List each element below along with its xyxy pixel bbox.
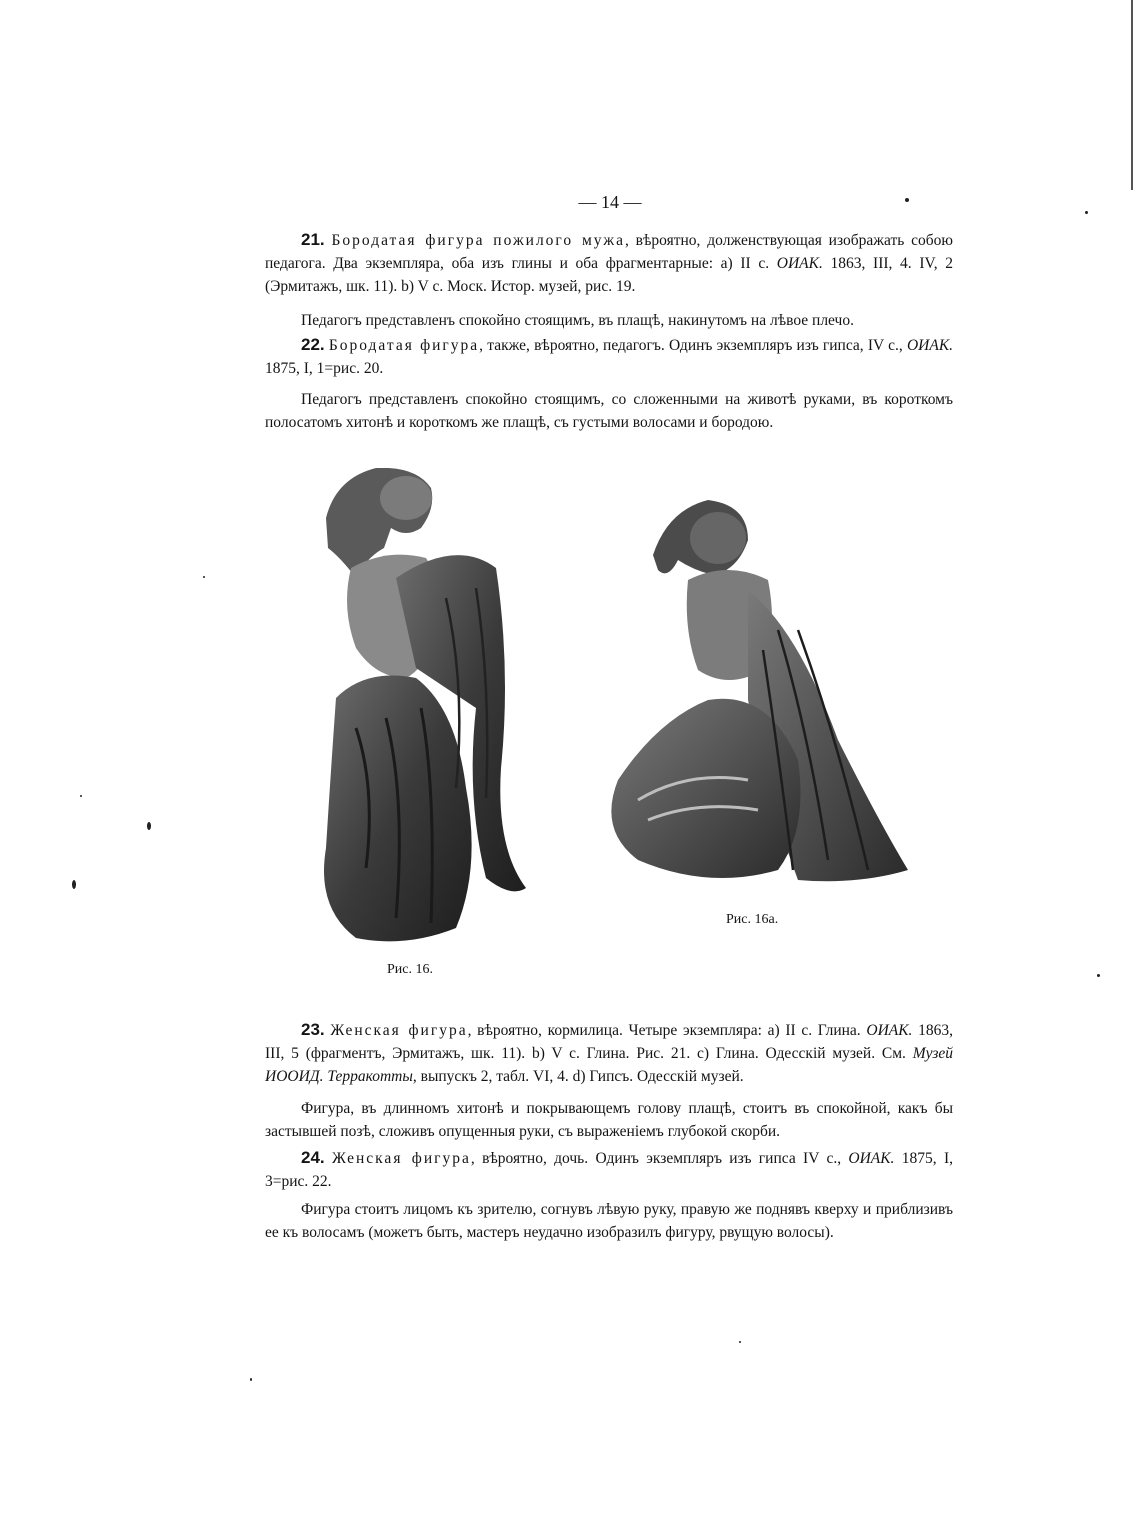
entry-text-continued: 1875, I, 1=рис. 20. [265,360,384,377]
entry-title: Бородатая фигура пожилого мужа [331,232,625,249]
entry-number: 21. [301,230,325,249]
scan-speck [1085,211,1088,214]
scan-speck [905,198,909,202]
figure-16a-caption: Рис. 16а. [726,912,779,927]
page-number: — 14 — [578,192,642,212]
scan-speck [147,822,151,830]
entry-number: 23. [301,1020,325,1039]
entry-24-description: Фигура стоитъ лицомъ къ зрителю, согнувъ лѣвую руку, правую же поднявъ кверху и приблизивъ ее къ волосамъ (можетъ быть, мастеръ неудачно изобразилъ фигуру, рвущую волосы). [265,1201,953,1241]
draped-figure-photo [296,468,556,960]
entry-reference: ОИАК. [848,1150,895,1167]
scan-speck [1097,974,1100,977]
entry-title: Женская фигура [330,1022,468,1039]
entry-21 [265,228,953,298]
entry-text: , вѣроятно, долженствующая изображать собою педагога. Два экземпляра, оба изъ глины и оба фрагментарные: a) II с. [265,232,953,272]
figure-16a-image [598,500,916,892]
entry-title: Женская фигура [331,1150,471,1167]
entry-22-description: Педагогъ представленъ спокойно стоящимъ, со сложенными на животѣ руками, въ короткомъ полосатомъ хитонѣ и короткомъ же плащѣ, съ густыми волосами и бородою. [265,391,953,431]
entry-reference: ОИАК. [776,255,823,272]
entry-reference: ОИАК. [866,1022,913,1039]
entry-23-description: Фигура, въ длинномъ хитонѣ и покрывающемъ голову плащѣ, стоитъ въ спокойной, какъ бы застывшей позѣ, сложивъ опущенныя руки, съ выраженіемъ глубокой скорби. [265,1100,953,1140]
figure-16-image [296,468,556,960]
entry-number: 24. [301,1148,325,1167]
scan-speck [80,795,82,797]
entry-reference-museum: Музей ИООИД. Терракотты [265,1045,953,1085]
entry-title: Бородатая фигура [328,337,480,354]
entry-text-continued: 1863, III, 4. IV, 2 (Эрмитажъ, шк. 11). b) V с. Моск. Истор. музей, рис. 19. [265,255,953,295]
entry-reference: ОИАК. [906,337,954,354]
scan-speck [72,880,76,889]
entry-number: 22. [301,335,325,354]
entry-22 [265,333,953,380]
entry-text: , также, вѣроятно, педагогъ. Одинъ экземпляръ изъ гипса, IV с., [479,337,907,354]
scan-speck [250,1378,252,1381]
entry-text: , вѣроятно, кормилица. Четыре экземпляра: a) II с. Глина. [467,1022,867,1039]
entry-21-description: Педагогъ представленъ спокойно стоящимъ, въ плащѣ, накинутомъ на лѣвое плечо. [301,312,854,329]
entry-text-continued: 1863, III, 5 (фрагментъ, Эрмитажъ, шк. 11). b) V с. Глина. Рис. 21. c) Глина. Одесскій музей. См. [265,1022,953,1062]
scan-speck [203,576,205,578]
entry-text: , вѣроятно, дочь. Одинъ экземпляръ изъ гипса IV с., [470,1150,849,1167]
entry-text-continued: 1875, I, 3=рис. 22. [265,1150,954,1190]
entry-24 [265,1146,953,1193]
scan-edge-line [1131,0,1133,190]
entry-23 [265,1018,953,1088]
entry-text-final: , выпускъ 2, табл. VI, 4. d) Гипсъ. Одесскій музей. [412,1068,744,1085]
figure-16-caption: Рис. 16. [387,962,433,977]
kneeling-figure-photo [598,500,916,892]
scan-speck [739,1341,741,1343]
